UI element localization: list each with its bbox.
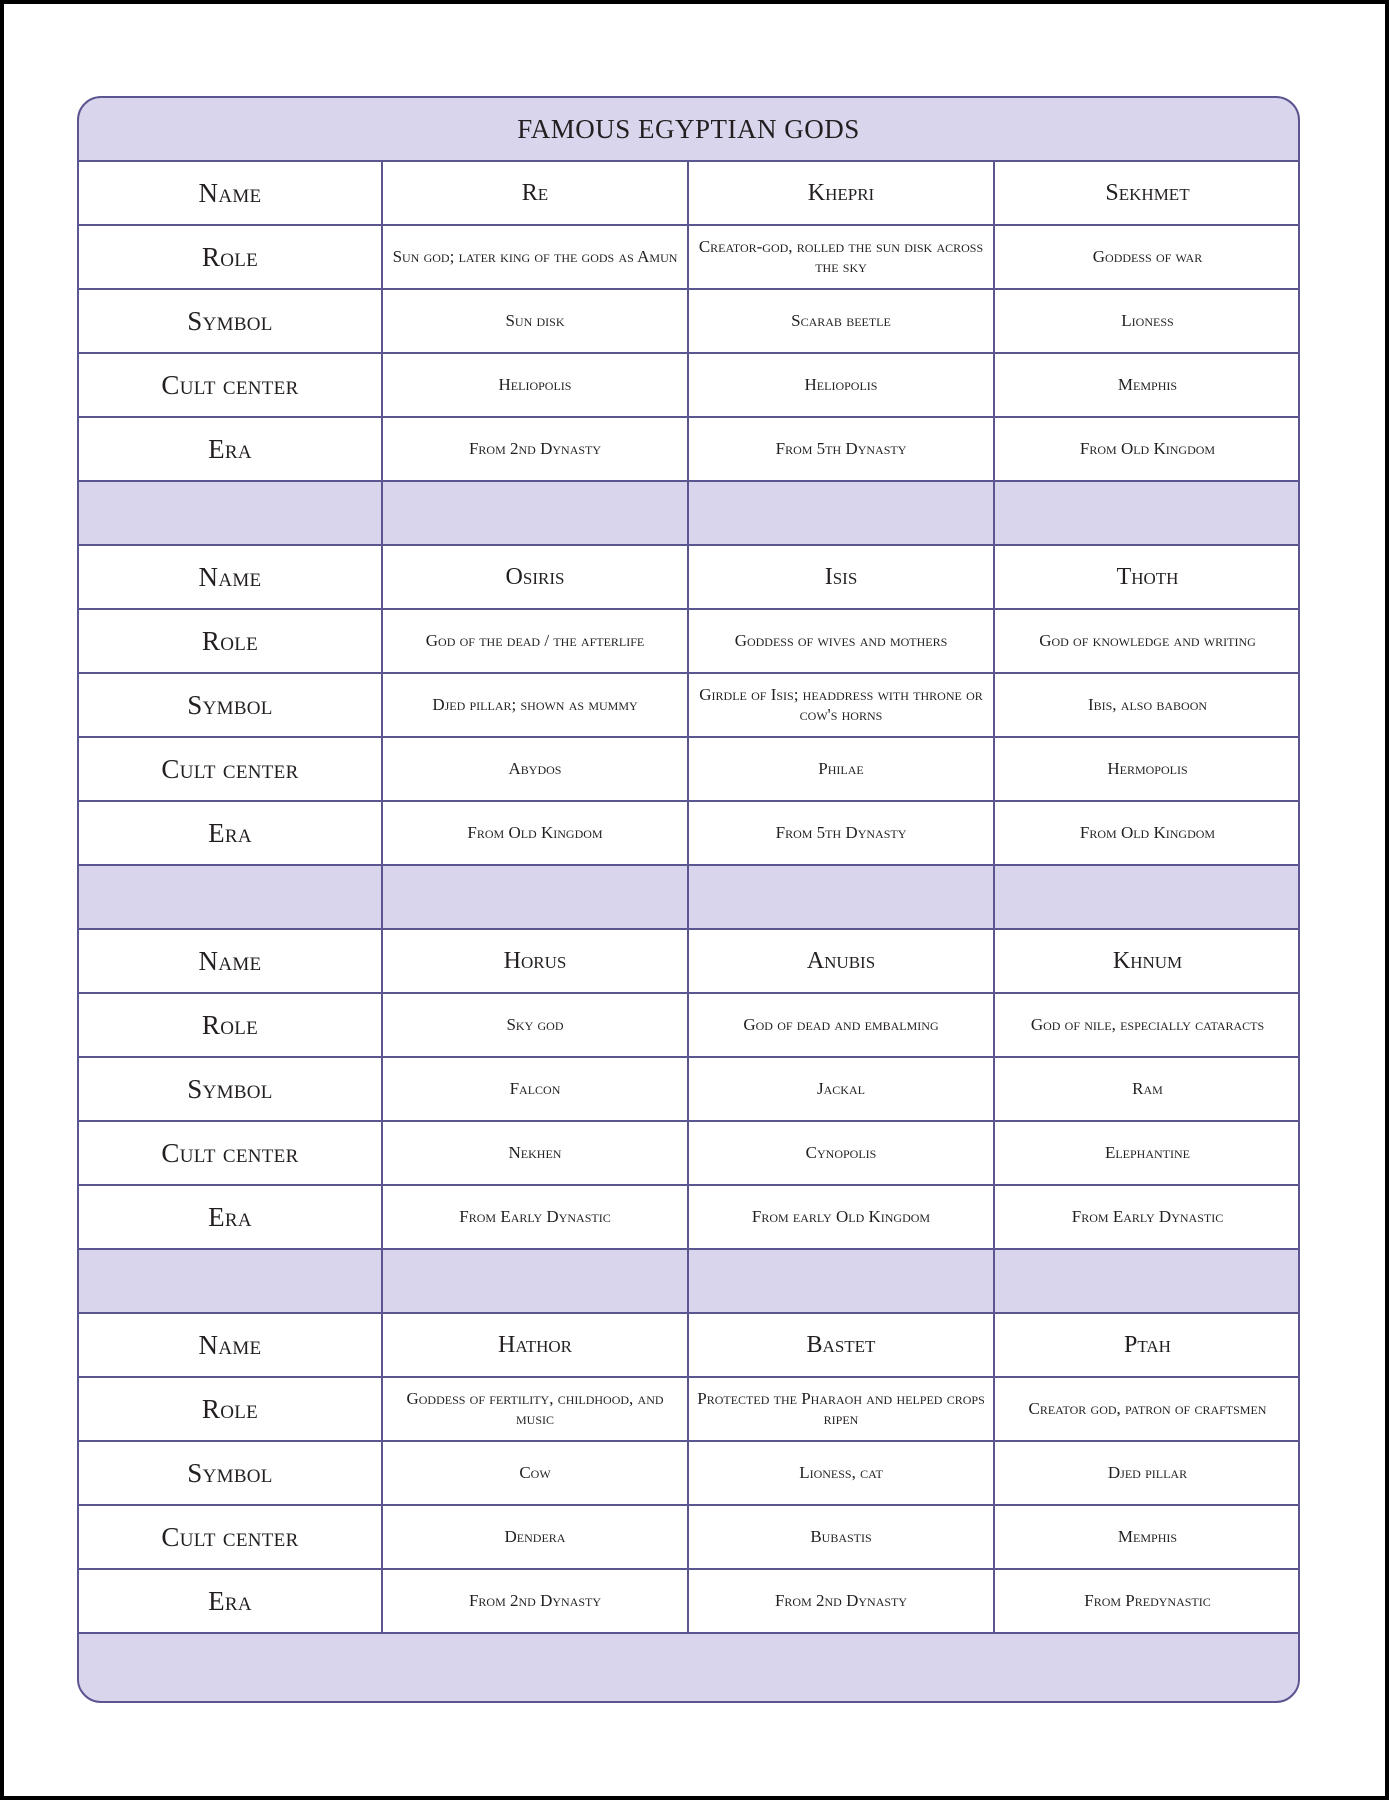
separator-cell bbox=[688, 1249, 994, 1313]
god-era-cell: From 2nd Dynasty bbox=[688, 1569, 994, 1633]
god-role-cell: God of dead and embalming bbox=[688, 993, 994, 1057]
row-label-cult-center: Cult center bbox=[79, 1121, 382, 1185]
god-name-cell: Re bbox=[382, 162, 688, 225]
table-row-symbol bbox=[79, 1057, 1300, 1121]
god-role-cell: Sun god; later king of the gods as Amun bbox=[382, 225, 688, 289]
table-row-cult-center bbox=[79, 1505, 1300, 1569]
god-role-cell: God of the dead / the afterlife bbox=[382, 609, 688, 673]
row-label-era: Era bbox=[79, 1185, 382, 1249]
table-row-cult-center bbox=[79, 1121, 1300, 1185]
group-separator-row bbox=[79, 481, 1300, 545]
god-symbol-cell: Ibis, also baboon bbox=[994, 673, 1300, 737]
row-label-symbol: Symbol bbox=[79, 289, 382, 353]
god-symbol-cell: Jackal bbox=[688, 1057, 994, 1121]
god-cult-center-cell: Philae bbox=[688, 737, 994, 801]
row-label-cult-center: Cult center bbox=[79, 353, 382, 417]
god-symbol-cell: Lioness bbox=[994, 289, 1300, 353]
god-cult-center-cell: Abydos bbox=[382, 737, 688, 801]
row-label-role: Role bbox=[79, 225, 382, 289]
row-label-era: Era bbox=[79, 801, 382, 865]
god-era-cell: From 2nd Dynasty bbox=[382, 1569, 688, 1633]
god-name-cell: Sekhmet bbox=[994, 162, 1300, 225]
group-separator-row bbox=[79, 1249, 1300, 1313]
god-era-cell: From Old Kingdom bbox=[994, 417, 1300, 481]
table-row-symbol bbox=[79, 673, 1300, 737]
god-symbol-cell: Djed pillar; shown as mummy bbox=[382, 673, 688, 737]
god-role-cell: Goddess of war bbox=[994, 225, 1300, 289]
god-symbol-cell: Cow bbox=[382, 1441, 688, 1505]
god-role-cell: Creator god, patron of craftsmen bbox=[994, 1377, 1300, 1441]
row-label-role: Role bbox=[79, 993, 382, 1057]
god-symbol-cell: Lioness, cat bbox=[688, 1441, 994, 1505]
god-cult-center-cell: Nekhen bbox=[382, 1121, 688, 1185]
god-name-cell: Khnum bbox=[994, 929, 1300, 993]
gods-table-card bbox=[77, 96, 1300, 1703]
god-symbol-cell: Scarab beetle bbox=[688, 289, 994, 353]
table-row-symbol bbox=[79, 1441, 1300, 1505]
table-row-role bbox=[79, 225, 1300, 289]
god-cult-center-cell: Memphis bbox=[994, 353, 1300, 417]
god-role-cell: Protected the Pharaoh and helped crops ripen bbox=[688, 1377, 994, 1441]
god-era-cell: From 5th Dynasty bbox=[688, 801, 994, 865]
god-role-cell: God of nile, especially cataracts bbox=[994, 993, 1300, 1057]
separator-cell bbox=[79, 481, 382, 545]
god-role-cell: God of knowledge and writing bbox=[994, 609, 1300, 673]
separator-cell bbox=[382, 865, 688, 929]
god-name-cell: Thoth bbox=[994, 545, 1300, 609]
god-role-cell: Sky god bbox=[382, 993, 688, 1057]
god-cult-center-cell: Heliopolis bbox=[382, 353, 688, 417]
god-cult-center-cell: Bubastis bbox=[688, 1505, 994, 1569]
table-row-symbol bbox=[79, 289, 1300, 353]
table-row-name bbox=[79, 162, 1300, 225]
god-role-cell: Goddess of fertility, childhood, and music bbox=[382, 1377, 688, 1441]
row-label-name: Name bbox=[79, 1313, 382, 1377]
separator-cell bbox=[994, 865, 1300, 929]
table-row-name bbox=[79, 929, 1300, 993]
god-symbol-cell: Sun disk bbox=[382, 289, 688, 353]
god-era-cell: From 2nd Dynasty bbox=[382, 417, 688, 481]
separator-cell bbox=[79, 865, 382, 929]
table-row-role bbox=[79, 609, 1300, 673]
table-row-name bbox=[79, 1313, 1300, 1377]
separator-cell bbox=[688, 865, 994, 929]
separator-cell bbox=[382, 1249, 688, 1313]
god-era-cell: From Early Dynastic bbox=[382, 1185, 688, 1249]
god-cult-center-cell: Cynopolis bbox=[688, 1121, 994, 1185]
table-title: FAMOUS EGYPTIAN GODS bbox=[79, 98, 1298, 162]
god-name-cell: Horus bbox=[382, 929, 688, 993]
table-row-era bbox=[79, 1569, 1300, 1633]
god-cult-center-cell: Dendera bbox=[382, 1505, 688, 1569]
god-cult-center-cell: Elephantine bbox=[994, 1121, 1300, 1185]
god-era-cell: From Early Dynastic bbox=[994, 1185, 1300, 1249]
god-name-cell: Hathor bbox=[382, 1313, 688, 1377]
row-label-cult-center: Cult center bbox=[79, 1505, 382, 1569]
separator-cell bbox=[688, 481, 994, 545]
group-separator-row bbox=[79, 865, 1300, 929]
separator-cell bbox=[994, 1249, 1300, 1313]
god-name-cell: Ptah bbox=[994, 1313, 1300, 1377]
god-name-cell: Khepri bbox=[688, 162, 994, 225]
table-row-role bbox=[79, 1377, 1300, 1441]
god-name-cell: Isis bbox=[688, 545, 994, 609]
table-row-era bbox=[79, 417, 1300, 481]
row-label-name: Name bbox=[79, 545, 382, 609]
table-row-era bbox=[79, 1185, 1300, 1249]
separator-cell bbox=[994, 481, 1300, 545]
god-cult-center-cell: Heliopolis bbox=[688, 353, 994, 417]
row-label-symbol: Symbol bbox=[79, 1057, 382, 1121]
row-label-role: Role bbox=[79, 609, 382, 673]
god-cult-center-cell: Hermopolis bbox=[994, 737, 1300, 801]
god-symbol-cell: Ram bbox=[994, 1057, 1300, 1121]
row-label-era: Era bbox=[79, 1569, 382, 1633]
table-row-era bbox=[79, 801, 1300, 865]
god-symbol-cell: Falcon bbox=[382, 1057, 688, 1121]
god-era-cell: From Old Kingdom bbox=[994, 801, 1300, 865]
god-name-cell: Bastet bbox=[688, 1313, 994, 1377]
row-label-role: Role bbox=[79, 1377, 382, 1441]
row-label-symbol: Symbol bbox=[79, 1441, 382, 1505]
god-role-cell: Creator-god, rolled the sun disk across the sky bbox=[688, 225, 994, 289]
table-row-cult-center bbox=[79, 353, 1300, 417]
row-label-symbol: Symbol bbox=[79, 673, 382, 737]
gods-table bbox=[79, 162, 1300, 1634]
separator-cell bbox=[382, 481, 688, 545]
row-label-name: Name bbox=[79, 162, 382, 225]
table-row-role bbox=[79, 993, 1300, 1057]
god-name-cell: Osiris bbox=[382, 545, 688, 609]
god-era-cell: From 5th Dynasty bbox=[688, 417, 994, 481]
row-label-cult-center: Cult center bbox=[79, 737, 382, 801]
row-label-name: Name bbox=[79, 929, 382, 993]
separator-cell bbox=[79, 1249, 382, 1313]
god-cult-center-cell: Memphis bbox=[994, 1505, 1300, 1569]
god-name-cell: Anubis bbox=[688, 929, 994, 993]
table-footer-band bbox=[79, 1634, 1298, 1690]
row-label-era: Era bbox=[79, 417, 382, 481]
god-era-cell: From Predynastic bbox=[994, 1569, 1300, 1633]
god-era-cell: From Old Kingdom bbox=[382, 801, 688, 865]
table-row-name bbox=[79, 545, 1300, 609]
god-symbol-cell: Djed pillar bbox=[994, 1441, 1300, 1505]
god-era-cell: From early Old Kingdom bbox=[688, 1185, 994, 1249]
god-role-cell: Goddess of wives and mothers bbox=[688, 609, 994, 673]
table-row-cult-center bbox=[79, 737, 1300, 801]
god-symbol-cell: Girdle of Isis; headdress with throne or cow's horns bbox=[688, 673, 994, 737]
